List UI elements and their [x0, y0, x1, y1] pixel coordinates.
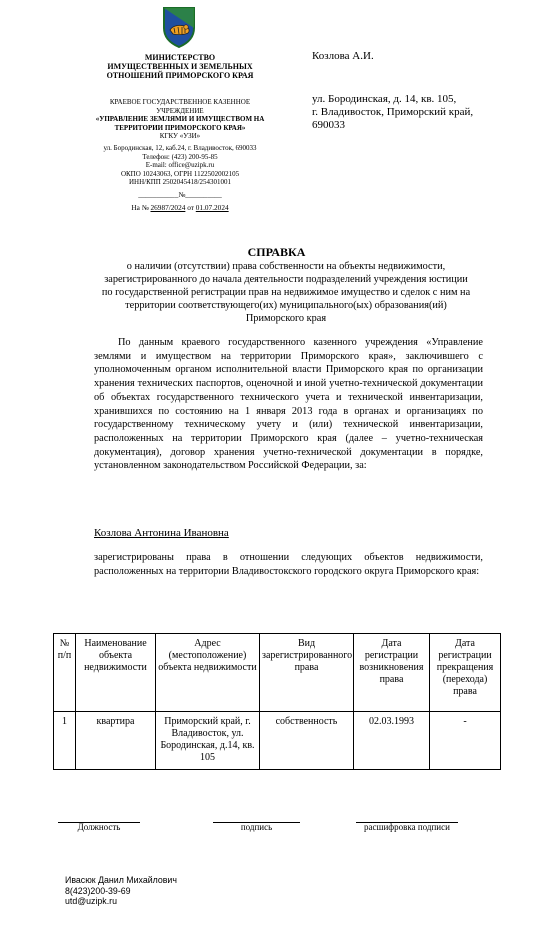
date-number-blank: ___________№__________ — [138, 190, 222, 199]
institution-short-name: КГКУ «УЗИ» — [159, 132, 201, 140]
objects-table — [53, 633, 501, 770]
header-cell: № п/п — [54, 634, 76, 712]
header-cell: Адрес (местоположение) объекта недвижимости — [156, 634, 260, 712]
coat-of-arms-icon — [162, 6, 196, 48]
institution-email: E-mail: office@uzipk.ru — [145, 161, 215, 170]
body-paragraph: По данным краевого государственного казенного учреждения «Управление землями и имуществом на территории Приморского края», заключившего с уполномоченным органом исполнительной власти Приморского края по организации хранения технических паспортов, оценочной и иной учетно-технической документации об объектах государственного технического учета и технической инвентаризации, хранившихся по состоянию на 1 января 2013 года в органах и организациях по государственному техническому учету и (или) технической инвентаризации, расположенных на территории Приморского края (далее – учетно-техническая документация), договор хранения учетно-технической документации в порядке, установленном законодательством Российской Федерации, за: — [94, 337, 483, 472]
recipient-address-line2: г. Владивосток, Приморский край, — [312, 106, 474, 118]
ref-number: 26987/2024 — [150, 203, 186, 212]
registration-date: 02.03.1993 — [354, 712, 430, 770]
signature-label: подпись — [240, 822, 273, 832]
person-name: Козлова Антонина Ивановна — [94, 527, 229, 539]
header-cell: Вид зарегистрированного права — [260, 634, 354, 712]
object-address: Приморский край, г. Владивосток, ул. Бородинская, д.14, кв. 105 — [156, 712, 260, 770]
institution-block — [95, 98, 265, 141]
decoding-label: расшифровка подписи — [364, 822, 450, 832]
ministry-name: МИНИСТЕРСТВО ИМУЩЕСТВЕННЫХ И ЗЕМЕЛЬНЫХ ОТНОШЕНИЙ ПРИМОРСКОГО КРАЯ — [106, 53, 254, 80]
contact-email: utd@uzipk.ru — [65, 896, 117, 906]
institution-address: ул. Бородинская, 12, каб.24, г. Владивосток, 690033 — [103, 144, 257, 152]
document-title: СПРАВКА — [247, 245, 306, 259]
institution-type: КРАЕВОЕ ГОСУДАРСТВЕННОЕ КАЗЕННОЕ УЧРЕЖДЕНИЕ — [109, 98, 251, 115]
recipient-postal-code: 690033 — [312, 119, 345, 131]
table-header-row — [54, 634, 501, 712]
document-subtitle: о наличии (отсутствии) права собственности на объекты недвижимости, зарегистрированного до начала деятельности подразделений учреждения юстиции по государственной регистрации прав на недвижимое имущество и сделок с ним на территории соответствующего(их) муниципального(ых) образования(ий) Приморского края — [101, 261, 471, 324]
recipient-name: Козлова А.И. — [312, 50, 374, 62]
recipient-address-line1: ул. Бородинская, д. 14, кв. 105, — [312, 93, 457, 105]
termination-date: - — [430, 712, 501, 770]
registered-paragraph: зарегистрированы права в отношении следующих объектов недвижимости, расположенных на территории Владивостокского городского округа Приморского края: — [94, 552, 483, 577]
right-type: собственность — [260, 712, 354, 770]
institution-requisites — [95, 144, 265, 187]
contact-phone: 8(423)200-39-69 — [65, 885, 131, 896]
institution-phone: Телефон: (423) 200-95-85 — [142, 152, 218, 161]
recipient-block — [312, 50, 532, 132]
row-number: 1 — [54, 712, 76, 770]
institution-name: «УПРАВЛЕНИЕ ЗЕМЛЯМИ И ИМУЩЕСТВОМ НА ТЕРРИТОРИИ ПРИМОРСКОГО КРАЯ» — [95, 115, 265, 132]
contact-name: Ивасюк Данил Михайлович — [65, 875, 177, 885]
object-name: квартира — [76, 712, 156, 770]
institution-inn: ИНН/КПП 2502045418/254301001 — [128, 178, 232, 187]
institution-okpo: ОКПО 10243063, ОГРН 1122502002105 — [120, 169, 240, 178]
table-row — [54, 712, 501, 770]
ref-date: 01.07.2024 — [195, 203, 229, 212]
header-cell: Наименование объекта недвижимости — [76, 634, 156, 712]
header-cell: Дата регистрации прекращения (перехода) права — [430, 634, 501, 712]
header-cell: Дата регистрации возникновения права — [354, 634, 430, 712]
outgoing-reference — [100, 188, 260, 214]
position-label: Должность — [77, 822, 121, 832]
incoming-reference: На № 26987/2024 от 01.07.2024 — [131, 203, 229, 212]
contact-block — [65, 875, 177, 907]
